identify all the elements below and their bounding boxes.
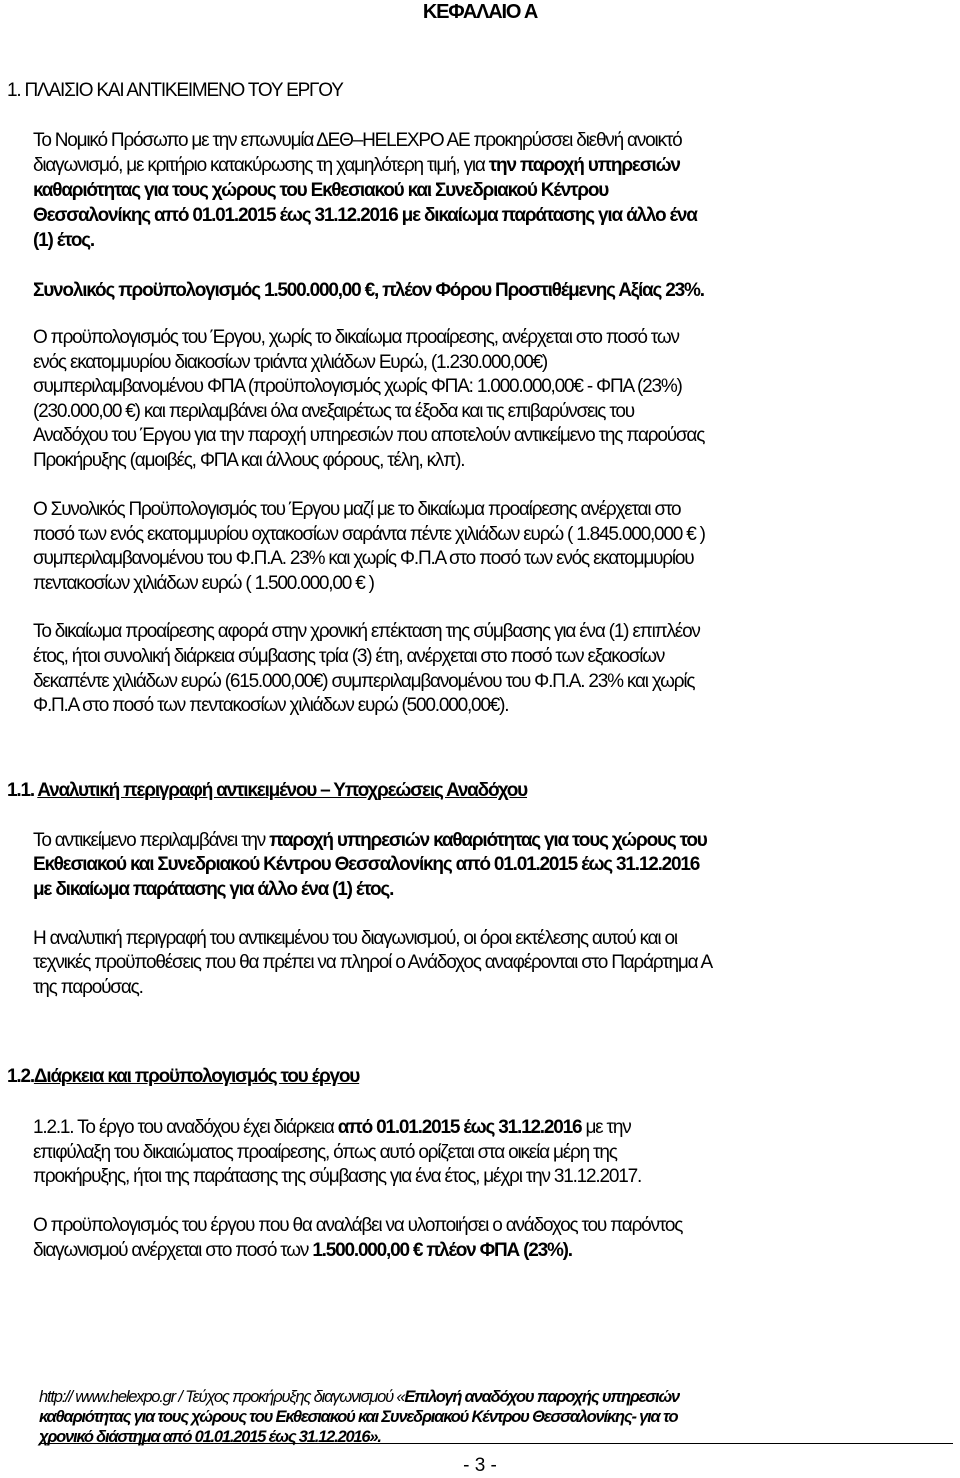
s11-p2-line3: της παρούσας. [33,977,143,998]
section-1-heading: 1. ΠΛΑΙΣΙΟ ΚΑΙ ΑΝΤΙΚΕΙΜΕΝΟ ΤΟΥ ΕΡΓΟΥ [7,80,343,101]
footer-line1: http:// www.helexpo.gr / Τεύχος προκήρυξης διαγωνισμού «Επιλογή αναδόχου παροχής υπηρεσιών [39,1388,679,1406]
s1-p1-line2: διαγωνισμό, με κριτήριο κατακύρωσης τη χαμηλότερη τιμή, για την παροχή υπηρεσιών [33,155,680,176]
chapter-title: ΚΕΦΑΛΑΙΟ Α [422,1,538,23]
s1-p1-line3: καθαριότητας για τους χώρους του Εκθεσιακού και Συνεδριακού Κέντρου [33,180,609,201]
page-number: - 3 - [463,1455,497,1476]
s11-p1-line3: με δικαίωμα παράτασης για άλλο ένα (1) έτος. [33,879,394,900]
s1-p4-line4: Φ.Π.Α στο ποσό των πεντακοσίων χιλιάδων ευρώ (500.000,00€). [33,695,509,716]
footer-line3: χρονικό διάστημα από 01.01.2015 έως 31.12.2016». [39,1428,381,1446]
s12-p1-line1: 1.2.1. Το έργο του αναδόχου έχει διάρκεια από 01.01.2015 έως 31.12.2016 με την [33,1117,631,1138]
s1-p2-line5: Αναδόχου του Έργου για την παροχή υπηρεσιών που αποτελούν αντικείμενο της παρούσας [33,425,705,446]
s1-p2-line1: Ο προϋπολογισμός του Έργου, χωρίς το δικαίωμα προαίρεσης, ανέρχεται στο ποσό των [33,327,679,348]
s1-p2-line3: συμπεριλαμβανομένου ΦΠΑ (προϋπολογισμός χωρίς ΦΠΑ: 1.000.000,00€ - ΦΠΑ (23%) [33,376,682,397]
s1-p4-line2: έτος, ήτοι συνολική διάρκεια σύμβασης τρία (3) έτη, ανέρχεται στο ποσό των εξακοσίων [33,646,665,667]
s1-p3-line1: Ο Συνολικός Προϋπολογισμός του Έργου μαζί με το δικαίωμα προαίρεσης ανέρχεται στο [33,499,681,520]
s1-p3-line2: ποσό των ενός εκατομμυρίου οχτακοσίων σαράντα πέντε χιλιάδων ευρώ ( 1.845.000,000 € ) [33,524,705,545]
s12-p1-line3: προκήρυξης, ήτοι της παράτασης της σύμβασης για ένα έτος, μέχρι την 31.12.2017. [33,1166,642,1187]
s1-p1-line4: Θεσσαλονίκης από 01.01.2015 έως 31.12.2016 με δικαίωμα παράτασης για άλλο ένα [33,205,697,226]
footer-line2: καθαριότητας για τους χώρους του Εκθεσιακού και Συνεδριακού Κέντρου Θεσσαλονίκης- για το [39,1408,678,1426]
s12-p2-line2: διαγωνισμού ανέρχεται στο ποσό των 1.500.000,00 € πλέον ΦΠΑ (23%). [33,1240,572,1261]
s1-p1-line5: (1) έτος. [33,230,94,251]
s11-p1-line1: Το αντικείμενο περιλαμβάνει την παροχή υπηρεσιών καθαριότητας για τους χώρους του [33,830,707,851]
s11-p2-line2: τεχνικές προϋποθέσεις που θα πρέπει να πληροί ο Ανάδοχος αναφέρονται στο Παράρτημα Α [33,952,712,973]
budget-total: Συνολικός προϋπολογισμός 1.500.000,00 €, πλέον Φόρου Προστιθέμενης Αξίας 23%. [33,280,704,301]
s1-p4-line3: δεκαπέντε χιλιάδων ευρώ (615.000,00€) συμπεριλαμβανομένου του Φ.Π.Α. 23% και χωρίς [33,671,695,692]
s11-p1-line2: Εκθεσιακού και Συνεδριακού Κέντρου Θεσσαλονίκης από 01.01.2015 έως 31.12.2016 [33,854,700,875]
section-1-1-heading: 1.1. Αναλυτική περιγραφή αντικειμένου – Υποχρεώσεις Αναδόχου [7,780,528,801]
s1-p3-line4: πεντακοσίων χιλιάδων ευρώ ( 1.500.000,00 € ) [33,573,374,594]
s12-p1-line2: επιφύλαξη του δικαιώματος προαίρεσης, όπως αυτό ορίζεται στα οικεία μέρη της [33,1142,617,1163]
s1-p4-line1: Το δικαίωμα προαίρεσης αφορά στην χρονική επέκταση της σύμβασης για ένα (1) επιπλέον [33,621,700,642]
s1-p2-line2: ενός εκατομμυρίου διακοσίων τριάντα χιλιάδων Ευρώ, (1.230.000,00€) [33,352,548,373]
s1-p2-line6: Προκήρυξης (αμοιβές, ΦΠΑ και άλλους φόρους, τέλη, κλπ). [33,450,465,471]
footer-rule [39,1443,953,1444]
s11-p2-line1: Η αναλυτική περιγραφή του αντικειμένου του διαγωνισμού, οι όροι εκτέλεσης αυτού και οι [33,928,677,949]
s1-p2-line4: (230.000,00 €) και περιλαμβάνει όλα ανεξαιρέτως τα έξοδα και τις επιβαρύνσεις του [33,401,634,422]
s1-p1-line1: Το Νομικό Πρόσωπο με την επωνυμία ΔΕΘ–HELEXPO AE προκηρύσσει διεθνή ανοικτό [33,130,682,151]
s1-p3-line3: συμπεριλαμβανομένου του Φ.Π.Α. 23% και χωρίς Φ.Π.Α στο ποσό των ενός εκατομμυρίου [33,548,694,569]
section-1-2-heading: 1.2.Διάρκεια και προϋπολογισμός του έργου [7,1066,360,1087]
s12-p2-line1: Ο προϋπολογισμός του έργου που θα αναλάβει να υλοποιήσει ο ανάδοχος του παρόντος [33,1215,683,1236]
